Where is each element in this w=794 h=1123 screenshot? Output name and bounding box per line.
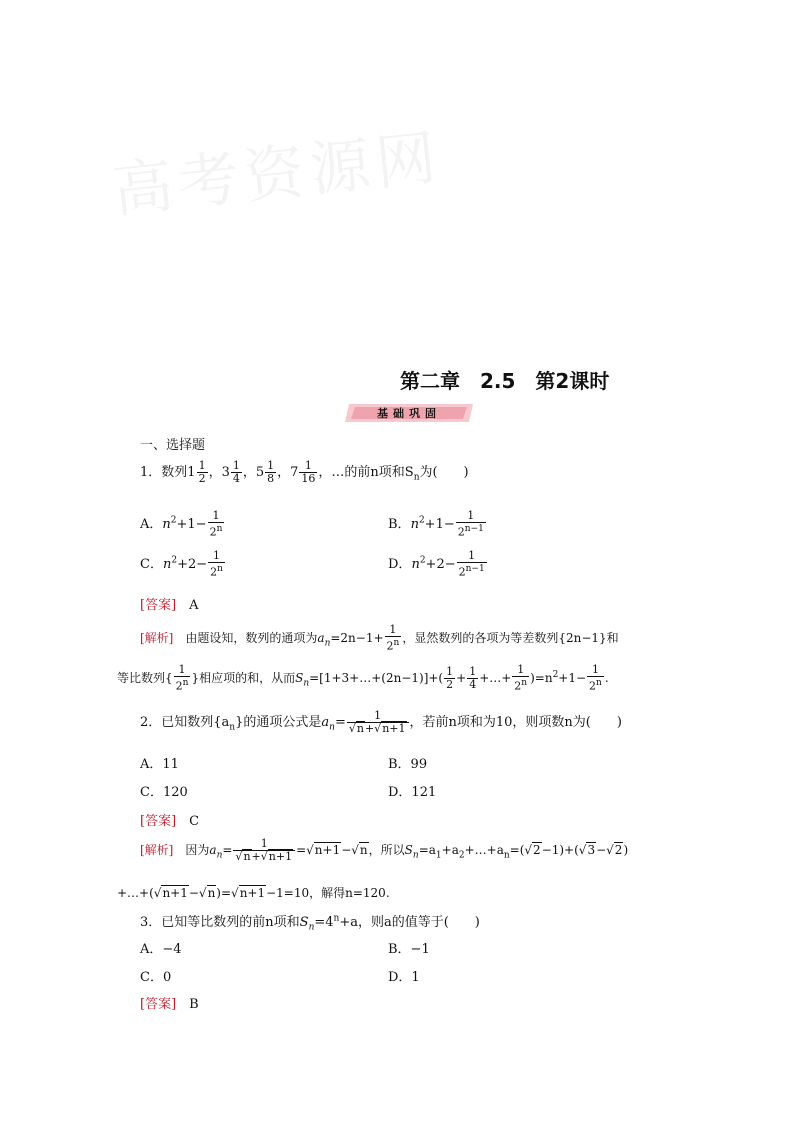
- q1-option-b[interactable]: B．$n^2+1-$ $\frac{1}{2^{n-1}}$: [388, 509, 484, 539]
- page-title: 第二章 2.5 第2课时: [400, 369, 610, 393]
- q1-option-d[interactable]: D．$n^2+2-$ $\frac{1}{2^{n-1}}$: [388, 549, 485, 579]
- q2-option-c[interactable]: C．120: [140, 785, 188, 800]
- q3-option-c[interactable]: C．0: [140, 970, 172, 985]
- q3-stem: 3．已知等比数列的前n项和$S_n=4^n+a$，则a的值等于( ): [140, 913, 480, 933]
- q2-option-a[interactable]: A．11: [140, 757, 179, 772]
- q1-option-c[interactable]: C．$n^2+2-$ $\frac{1}{2^n}$: [140, 549, 223, 579]
- section-banner: [345, 404, 473, 422]
- q2-analysis-line2: +…+(√n+1−√n)=√n+1−1=10，解得n=120.: [117, 886, 390, 900]
- q1-analysis-line1: [解析] 由题设知，数列的通项为$a_n=2n-1+$ $\frac{1}{2^n}$ ，显然数列的各项为等差数列{2n−1}和: [140, 623, 619, 653]
- q2-analysis-line1: [解析] 因为$a_n=$ $\frac{1}{√n+√n+1}$ =√n+1−√n，所以$S_n=a_1+a_2+\dots+a_n=(√2-1)+(√3-√2)$: [140, 837, 629, 863]
- q3-answer: [答案] B: [140, 997, 199, 1012]
- q3-option-b[interactable]: B．−1: [388, 942, 430, 957]
- section-heading: 一、选择题: [140, 438, 206, 453]
- q2-option-b[interactable]: B．99: [388, 757, 428, 772]
- q1-answer: [答案] A: [140, 598, 199, 613]
- watermark: 高考资源网: [109, 122, 446, 227]
- q3-option-d[interactable]: D．1: [388, 970, 420, 985]
- q2-stem: 2．已知数列$\{a_n\}$的通项公式是$a_n=$ $\frac{1}{√n+√n+1}$ ，若前n项和为10，则项数n为( ): [140, 709, 622, 735]
- banner-label: 基础巩固: [377, 407, 441, 420]
- q1-analysis-line2: 等比数列{ $\frac{1}{2^n}$ }相应项的和，从而$S_n=[1+3+\dots+(2n-1)]+$( $\frac{1}{2}$ + $\frac{1}{4}$ +…+ $\frac{1}{2^n}$ )$=n^2+1-$ $\frac{1}{2^n}$ .: [117, 663, 609, 693]
- q2-answer: [答案] C: [140, 814, 200, 829]
- q1-stem: 1．数列1 $\frac{1}{2}$ ，3 $\frac{1}{4}$ ，5 $\frac{1}{8}$ ，7 $\frac{1}{16}$ ，…的前n项和$S_n$为( ): [140, 459, 469, 485]
- q2-option-d[interactable]: D．121: [388, 785, 437, 800]
- q1-option-a[interactable]: A．$n^2+1-$ $\frac{1}{2^n}$: [140, 509, 223, 539]
- q3-option-a[interactable]: A．−4: [140, 942, 182, 957]
